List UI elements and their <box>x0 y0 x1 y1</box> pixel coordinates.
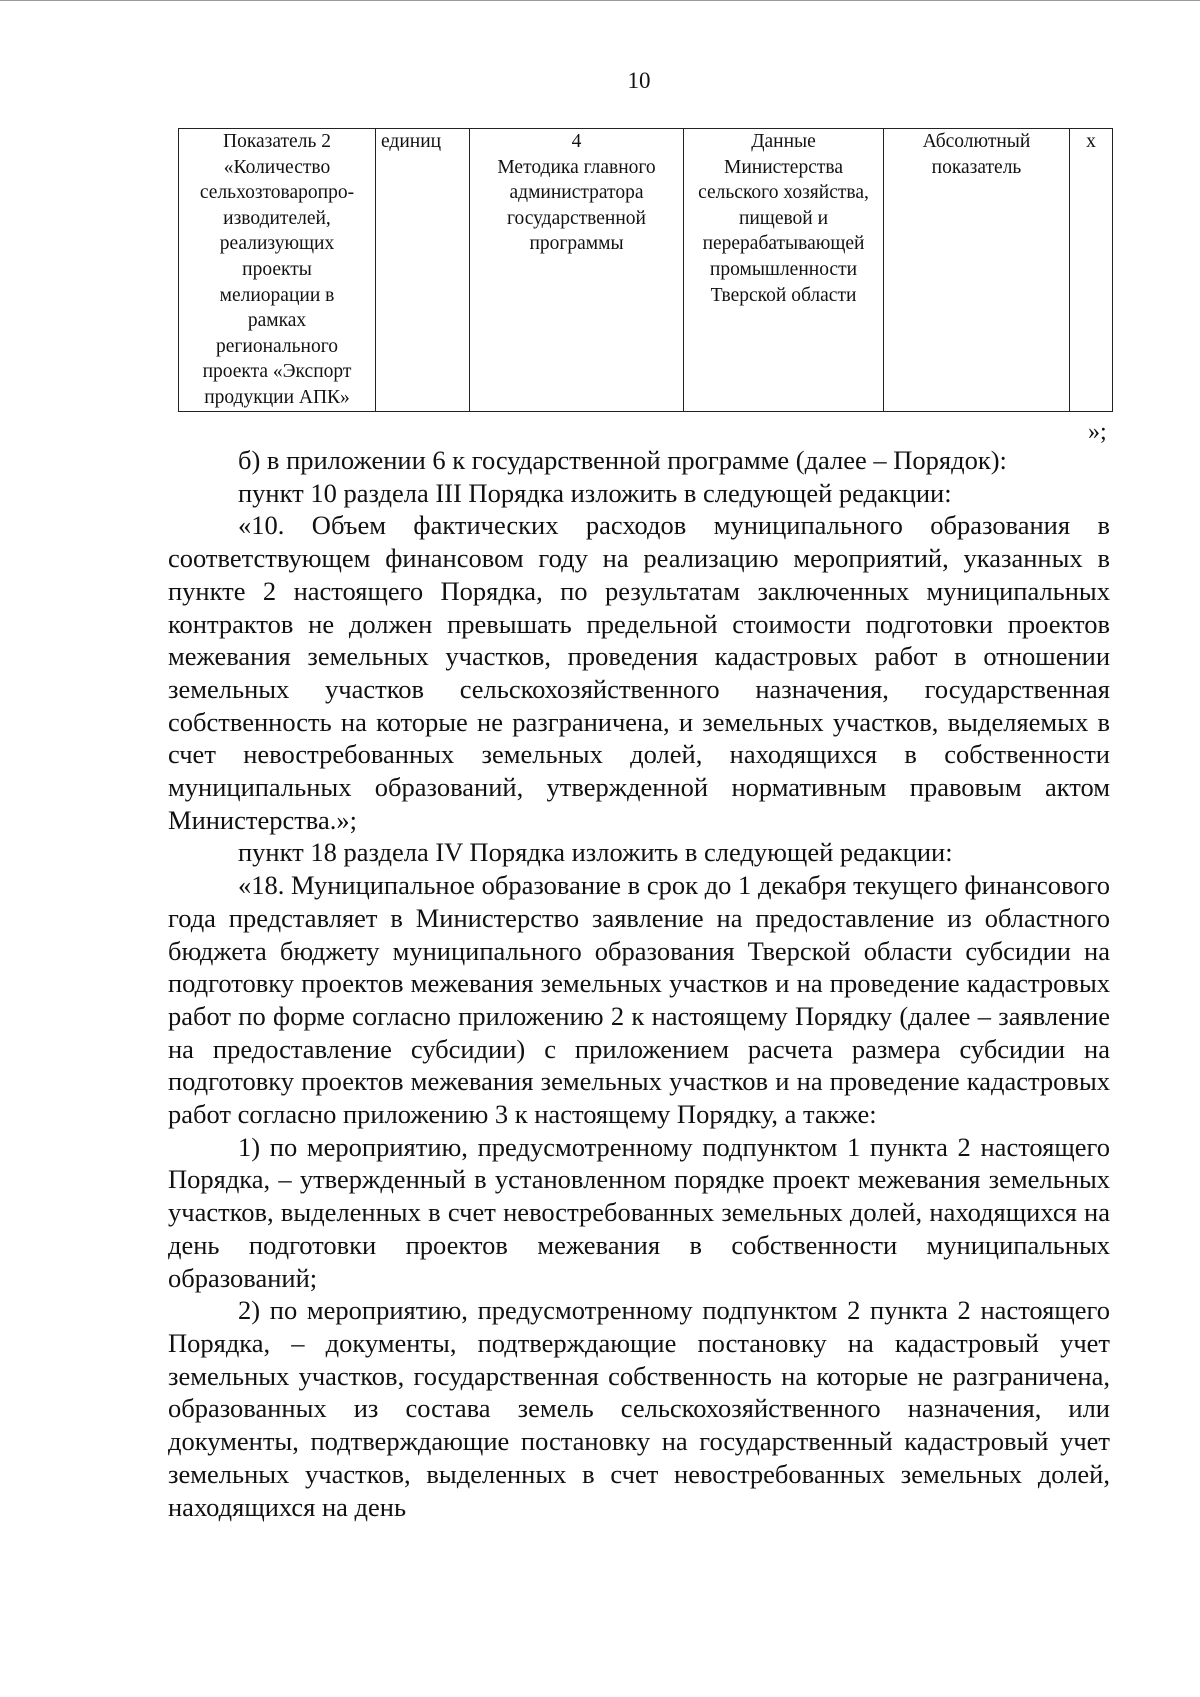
indicator-table <box>178 128 1113 412</box>
paragraph-subitem-2: 2) по мероприятию, предусмотренному подпунктом 2 пункта 2 настоящего Порядка, – документы, подтверждающие постановку на кадастровый учет земельных участков, государственная собственность на которые не разграничена, образованных из состава земель сельскохозяйственного назначения, или документы, подтверждающие постановку на государственный кадастровый учет земельных участков, выделенных в счет невостребованных земельных долей, находящихся на день <box>168 1295 1110 1522</box>
table-row <box>179 129 1113 412</box>
data-source-cell: Данные Министерства сельского хозяйства, пищевой и перерабатывающей промышленности Тверской области <box>684 129 884 412</box>
indicator-name-cell: Показатель 2 «Количество сельхозтоваропро- изводителей, реализующих проекты мелиорации в рамках регионального проекта «Экспорт продукции АПК» <box>179 129 376 412</box>
paragraph-item-10-text: «10. Объем фактических расходов муниципального образования в соответствующем финансовом году на реализацию мероприятий, указанных в пункте 2 настоящего Порядка, по результатам заключенных муниципальных контрактов не должен превышать предельной стоимости подготовки проектов межевания земельных участков, проведения кадастровых работ в отношении земельных участков сельскохозяйственного назначения, государственная собственность на которые не разграничена, и земельных участков, выделяемых в счет невостребованных земельных долей, находящихся в собственности муниципальных образований, утвержденной нормативным правовым актом Министерства.»; <box>168 510 1110 835</box>
paragraph-appendix-6: б) в приложении 6 к государственной программе (далее – Порядок): <box>238 445 1007 475</box>
indicator-type-cell: Абсолютный показатель <box>884 129 1070 412</box>
paragraph-item-10-intro: пункт 10 раздела III Порядка изложить в следующей редакции: <box>238 477 952 508</box>
scan-top-edge <box>0 0 1200 4</box>
body-text <box>168 444 1110 1523</box>
paragraph-subitem-1: 1) по мероприятию, предусмотренному подпунктом 1 пункта 2 настоящего Порядка, – утвержденный в установленном порядке проект межевания земельных участков, выделенных в счет невостребованных земельных долей, находящихся на день подготовки проектов межевания в собственности муниципальных образований; <box>168 1131 1110 1293</box>
mark-cell: х <box>1070 129 1113 412</box>
closing-quote: »; <box>1088 419 1107 445</box>
paragraph-item-18-intro: пункт 18 раздела IV Порядка изложить в следующей редакции: <box>238 837 953 868</box>
method-cell: 4 Методика главного администратора государственной программы <box>470 129 684 412</box>
units-cell: единиц <box>376 129 470 412</box>
page-number: 10 <box>627 68 651 93</box>
paragraph-item-18-text: «18. Муниципальное образование в срок до 1 декабря текущего финансового года представляет в Министерство заявление на предоставление из областного бюджета бюджету муниципального образования Тверской области субсидии на подготовку проектов межевания земельных участков и на проведение кадастровых работ по форме согласно приложению 2 к настоящему Порядку (далее – заявление на предоставление субсидии) с приложением расчета размера субсидии на подготовку проектов межевания земельных участков и на проведение кадастровых работ согласно приложению 3 к настоящему Порядку, а также: <box>168 870 1110 1130</box>
